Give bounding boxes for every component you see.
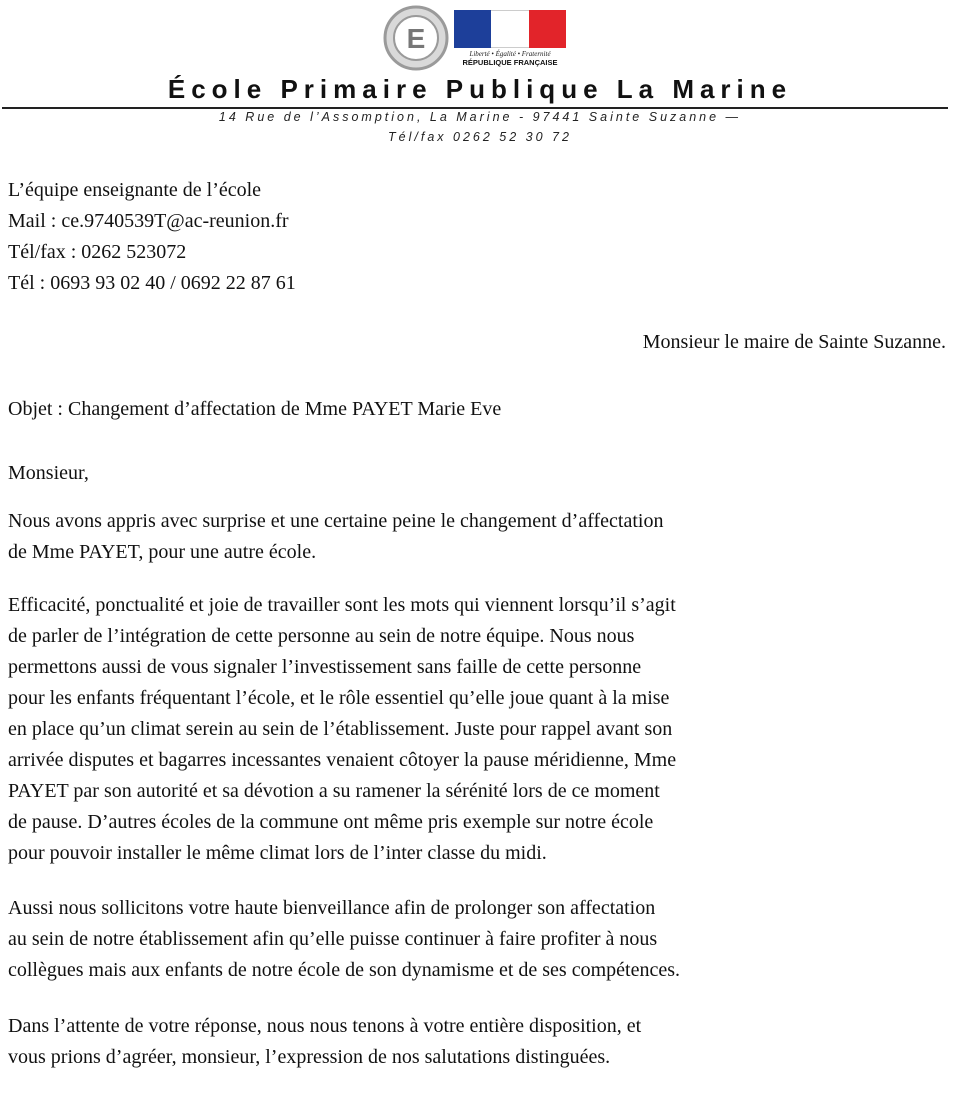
paragraph-line: arrivée disputes et bagarres incessantes venaient côtoyer la pause méridienne, Mme — [8, 749, 677, 771]
republic-motto: Liberté • Égalité • Fraternité — [469, 50, 551, 58]
school-name: École Primaire Publique La Marine — [167, 74, 793, 104]
paragraph-3 — [8, 893, 953, 986]
paragraph-line: vous prions d’agréer, monsieur, l’expression de nos salutations distinguées. — [8, 1046, 611, 1068]
marianne-logo — [454, 10, 566, 74]
education-nationale-logo — [382, 4, 450, 72]
letterhead-logos — [380, 4, 570, 74]
header-divider — [2, 107, 948, 109]
sender-email: Mail : ce.9740539T@ac-reunion.fr — [8, 210, 289, 232]
paragraph-line: de Mme PAYET, pour une autre école. — [8, 541, 317, 563]
paragraph-line: Nous avons appris avec surprise et une certaine peine le changement d’affectation — [8, 510, 664, 532]
paragraph-1 — [8, 506, 953, 568]
paragraph-line: pour pouvoir installer le même climat lors de l’inter classe du midi. — [8, 842, 547, 864]
sender-fax: Tél/fax : 0262 523072 — [8, 241, 187, 263]
sender-phone: Tél : 0693 93 02 40 / 0692 22 87 61 — [8, 272, 296, 294]
paragraph-line: de pause. D’autres écoles de la commune ont même pris exemple sur notre école — [8, 811, 654, 833]
paragraph-line: permettons aussi de vous signaler l’investissement sans faille de cette personne — [8, 656, 642, 678]
letter-object: Objet : Changement d’affectation de Mme PAYET Marie Eve — [8, 398, 502, 420]
logo-letter: E — [406, 23, 426, 54]
paragraph-line: Efficacité, ponctualité et joie de travailler sont les mots qui viennent lorsqu’il s’agit — [8, 594, 676, 616]
salutation: Monsieur, — [8, 462, 89, 484]
education-logo-icon — [382, 4, 450, 72]
paragraph-4 — [8, 1011, 953, 1073]
paragraph-line: au sein de notre établissement afin qu’elle puisse continuer à faire profiter à nous — [8, 928, 658, 950]
school-address: 14 Rue de l’Assomption, La Marine - 97441 Sainte Suzanne — — [218, 110, 742, 124]
sender-block — [8, 175, 296, 299]
paragraph-line: Aussi nous sollicitons votre haute bienveillance afin de prolonger son affectation — [8, 897, 656, 919]
paragraph-line: pour les enfants fréquentant l’école, et le rôle essentiel qu’elle joue quant à la mise — [8, 687, 670, 709]
tricolor-flag-icon — [454, 10, 566, 48]
paragraph-line: Dans l’attente de votre réponse, nous nous tenons à votre entière disposition, et — [8, 1015, 642, 1037]
paragraph-line: en place qu’un climat serein au sein de l’établissement. Juste pour rappel avant son — [8, 718, 673, 740]
paragraph-line: PAYET par son autorité et sa dévotion a su ramener la sérénité lors de ce moment — [8, 780, 660, 802]
recipient: Monsieur le maire de Sainte Suzanne. — [642, 331, 946, 353]
school-phone: Tél/fax 0262 52 30 72 — [388, 130, 572, 144]
republic-label: RÉPUBLIQUE FRANÇAISE — [462, 58, 558, 67]
sender-team: L’équipe enseignante de l’école — [8, 179, 262, 201]
paragraph-2 — [8, 590, 953, 869]
paragraph-line: collègues mais aux enfants de notre école de son dynamisme et de ses compétences. — [8, 959, 680, 981]
paragraph-line: de parler de l’intégration de cette personne au sein de notre équipe. Nous nous — [8, 625, 635, 647]
